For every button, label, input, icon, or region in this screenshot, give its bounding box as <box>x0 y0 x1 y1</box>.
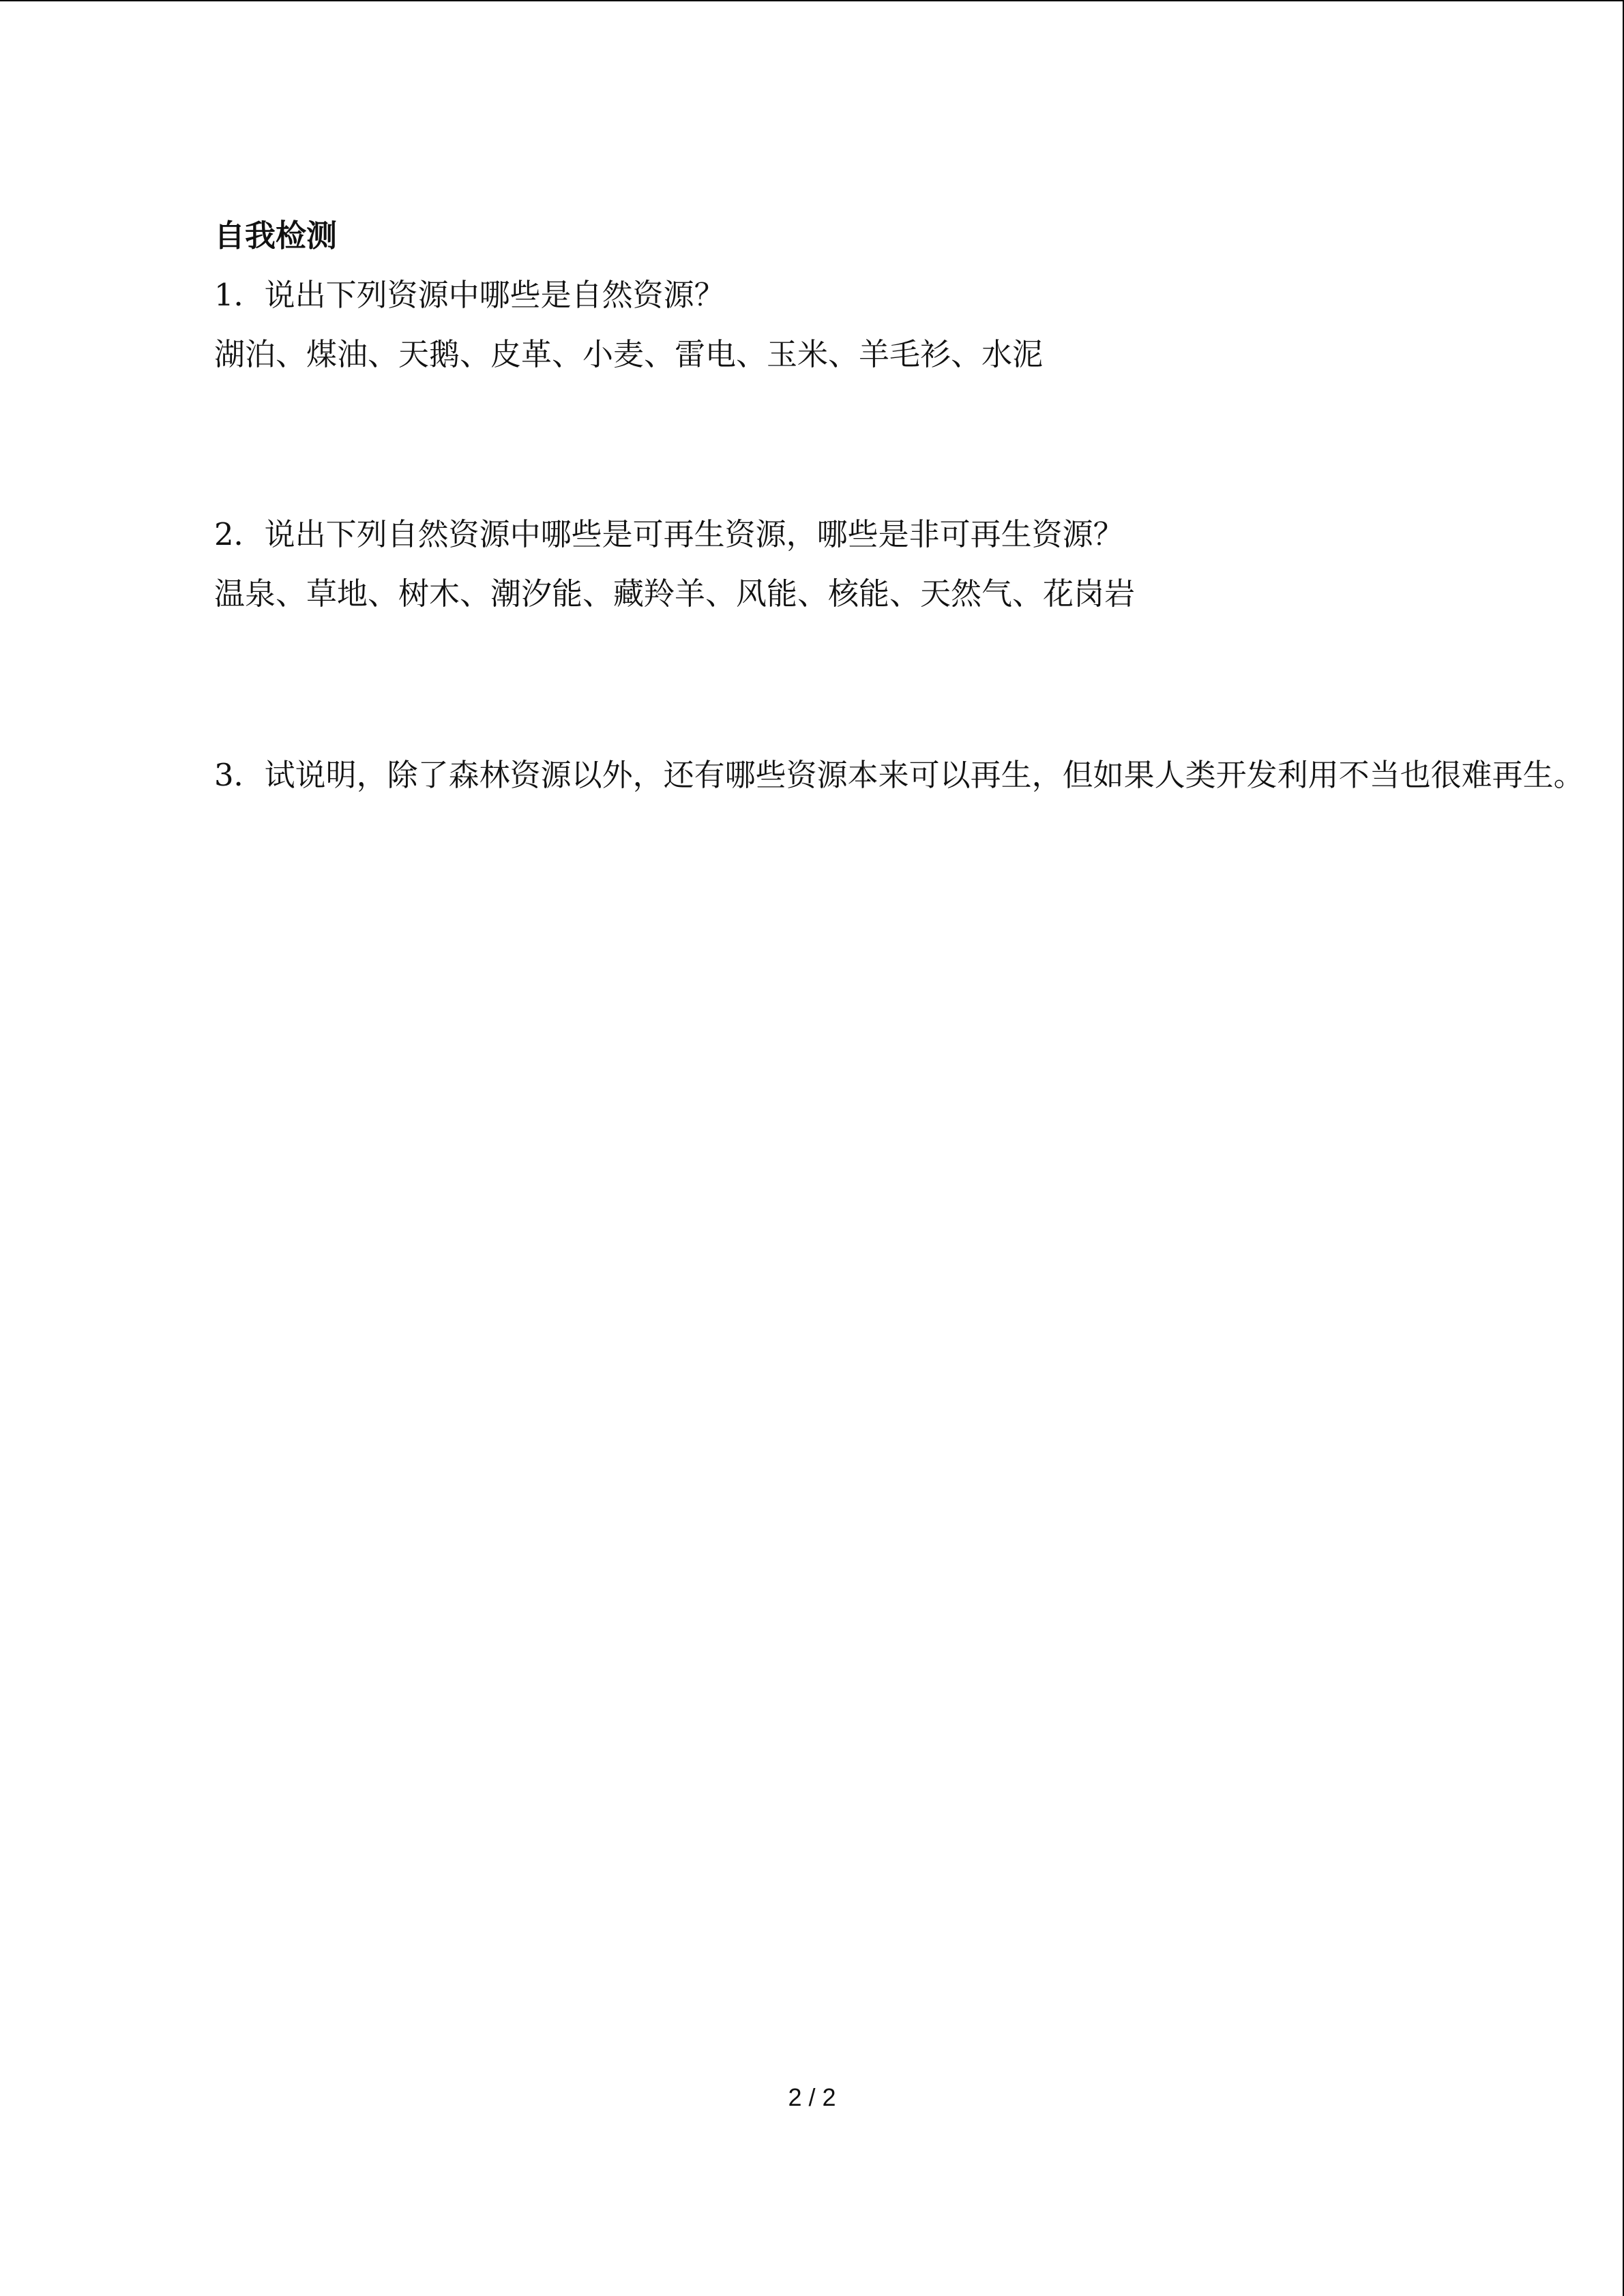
page-number: 2 / 2 <box>788 2083 836 2111</box>
question-2-items: 温泉、草地、树木、潮汐能、藏羚羊、风能、核能、天然气、花岗岩 <box>214 576 1136 612</box>
section-title: 自我检测 <box>214 218 338 254</box>
question-2-prompt: 2．说出下列自然资源中哪些是可再生资源，哪些是非可再生资源？ <box>214 516 1124 552</box>
question-1-items: 湖泊、煤油、天鹅、皮革、小麦、雷电、玉米、羊毛衫、水泥 <box>214 336 1044 372</box>
question-3-prompt: 3．试说明，除了森林资源以外，还有哪些资源本来可以再生，但如果人类开发利用不当也很难再生。 <box>214 757 1584 793</box>
question-1-prompt: 1．说出下列资源中哪些是自然资源？ <box>214 277 725 313</box>
